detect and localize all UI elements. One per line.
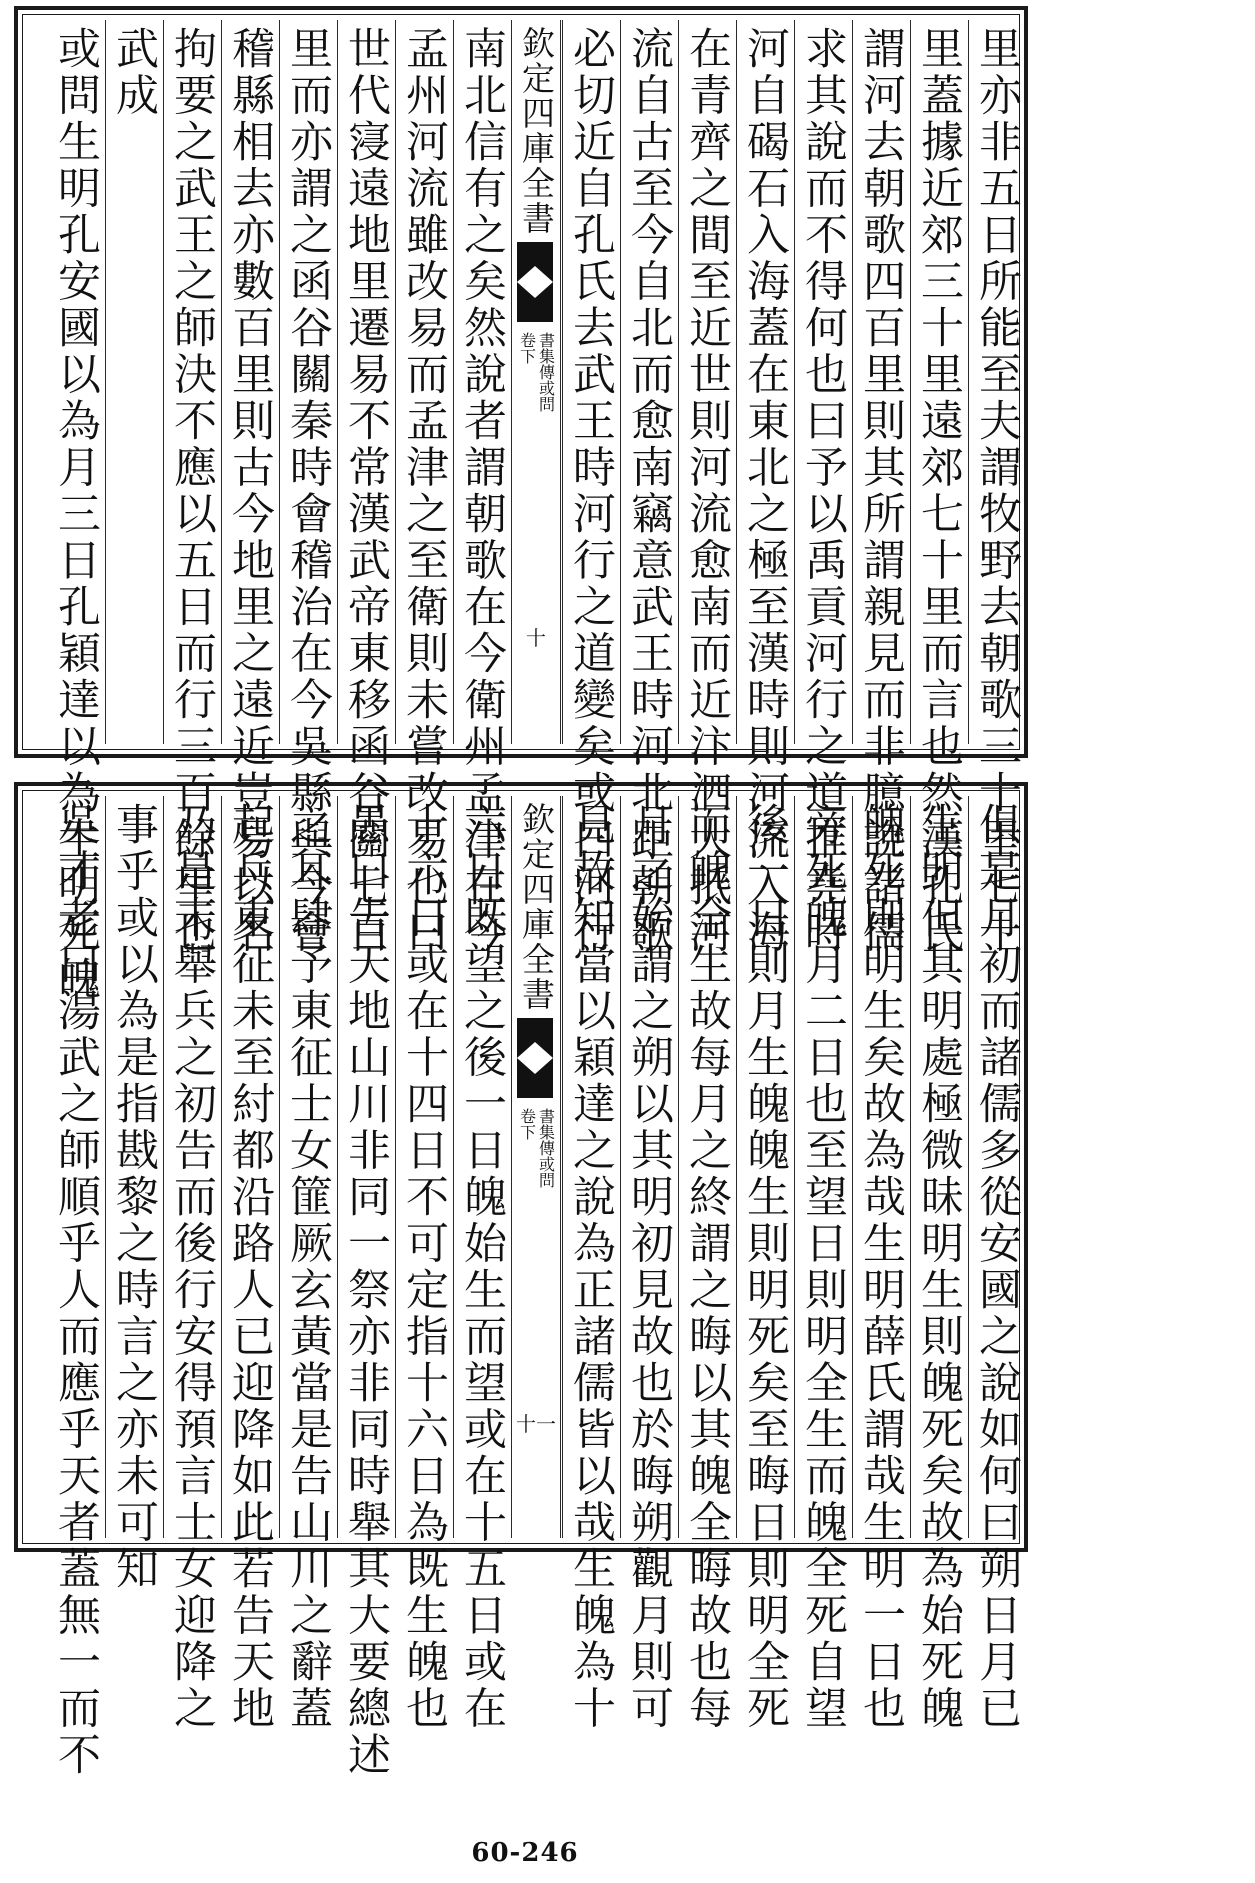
text-column [562,20,620,956]
gutter-strip [511,796,561,1538]
text-column [562,796,620,1732]
column-text: 在青齊之間至近世則河流愈南而近汴泗大抵河 [682,26,732,956]
folio-number: 60-246 [471,1838,579,1868]
column-text: 俱是月初而諸儒多從安國之說如何曰朔日月已 [972,802,1022,1732]
upper-page-panel [14,6,1028,1003]
column-text: 吳才老曰湯武之師順乎人而應乎天者蓋無一而不 [51,802,101,1779]
text-column [852,796,910,1732]
column-text: 愚曰告天地山川非同一祭亦非同時舉其大要總述 [341,802,391,1779]
book-name: 書集傳或問 [536,1108,556,1188]
text-column [910,20,968,956]
fish-tail-ornament-bottom [517,282,553,322]
column-text: 十六日或在十四日不可定指十六日為既生魄也 [399,802,449,1732]
book-title [514,1108,558,1188]
text-column [910,796,968,1732]
text-column [968,796,1026,1732]
column-text: 里而亦謂之函谷關秦時會稽治在今吳縣與今會 [283,26,333,956]
text-column [794,20,852,956]
column-text: 六日既望之後一日魄始生而望或在十五日或在 [457,802,507,1732]
text-column [620,20,678,956]
text-column [337,20,395,956]
column-text: 拘要之武王之師決不應以五日而行三百餘里也 [167,26,217,956]
collection-title: 欽定四庫全書 [517,802,556,1012]
text-column [279,20,337,956]
text-column [105,796,163,1593]
text-column [620,796,678,1732]
text-column [163,796,221,1732]
column-text: 月之始謂之朔以其明初見故也於晦朔觀月則可 [624,802,674,1732]
column-text: 魄死則明生矣故為哉生明薛氏謂哉生明一日也 [856,802,906,1732]
text-column [678,20,736,956]
text-column [395,20,453,956]
leaf-number: 十一 [516,1412,556,1436]
fish-tail-ornament-bottom [517,1058,553,1098]
text-column [337,796,395,1779]
column-text: 或問生明孔安國以為月三日孔穎達以為生明死魄 [51,26,101,1003]
text-column [395,796,453,1732]
text-column [47,20,105,1003]
leaf-number: 十 [526,626,546,650]
volume-label: 卷下 [517,1108,537,1140]
fish-tail-ornament-top [517,1018,553,1058]
column-text: 之耳肆予東征士女篚厥玄黃當是告山川之辭蓋 [283,802,333,1732]
column-text: 而魄全生故每月之終謂之晦以其魄全晦故也每 [682,802,732,1732]
volume-label: 卷下 [517,332,537,364]
column-text: 後一日則月生魄魄生則明死矣至晦日則明全死 [740,802,790,1732]
book-name: 書集傳或問 [536,332,556,412]
column-text: 里亦非五日所能至夫謂牧野去朝歌三十里七十 [972,26,1022,956]
column-text: 起兵東征未至紂都沿路人已迎降如此若告天地 [225,802,275,1732]
collection-title: 欽定四庫全書 [517,26,556,236]
column-text: 里蓋據近郊三十里遠郊七十里而言也然漢孔氏 [914,26,964,956]
column-text: 孟州河流雖改易而孟津之至衛則未嘗改易也曰 [399,26,449,956]
text-column [453,20,511,956]
column-text: 必切近自孔氏去武王時河行之道變矣或曰河行 [566,26,616,956]
column-text: 生明但其明處極微昧明生則魄死矣故為始死魄 [914,802,964,1732]
gutter-strip [511,20,561,744]
column-text: 流自古至今自北而愈南竊意武王時河北距朝歌 [624,26,674,956]
book-title [514,332,558,412]
column-text: 南北信有之矣然說者謂朝歌在今衛州孟津在今 [457,26,507,956]
column-text: 乃是未舉兵之初告而後行安得預言士女迎降之 [167,802,217,1732]
text-column [221,796,279,1732]
text-column [968,20,1026,956]
column-text: 見故知當以穎達之說為正諸儒皆以哉生魄為十 [566,802,616,1732]
column-text: 事乎或以為是指戡黎之時言之亦未可知 [109,802,159,1593]
text-column [163,20,221,956]
column-text: 謂河去朝歌四百里則其所謂親見而非臆說諸儒 [856,26,906,956]
text-column [794,796,852,1732]
column-text: 稽縣相去亦數百里則古今地里之遠近豈易以名 [225,26,275,956]
text-column [279,796,337,1732]
column-text: 世代寖遠地里遷易不常漢武帝東移函谷關七百 [341,26,391,956]
column-text: 旁死魄月二日也至望日則明全生而魄全死自望 [798,802,848,1732]
text-column [852,20,910,956]
lower-page-panel [14,782,1028,1779]
text-column [736,20,794,956]
column-text: 求其說而不得何也曰予以禹貢河行之道推堯時 [798,26,848,956]
section-heading: 武成 [109,26,159,119]
text-column [736,796,794,1732]
text-column [678,796,736,1732]
text-column [221,20,279,956]
section-heading-column [105,20,163,744]
text-column [453,796,511,1732]
text-column [47,796,105,1779]
fish-tail-ornament-top [517,242,553,282]
column-text: 河自碣石入海蓋在東北之極至漢時則河流入海 [740,26,790,956]
